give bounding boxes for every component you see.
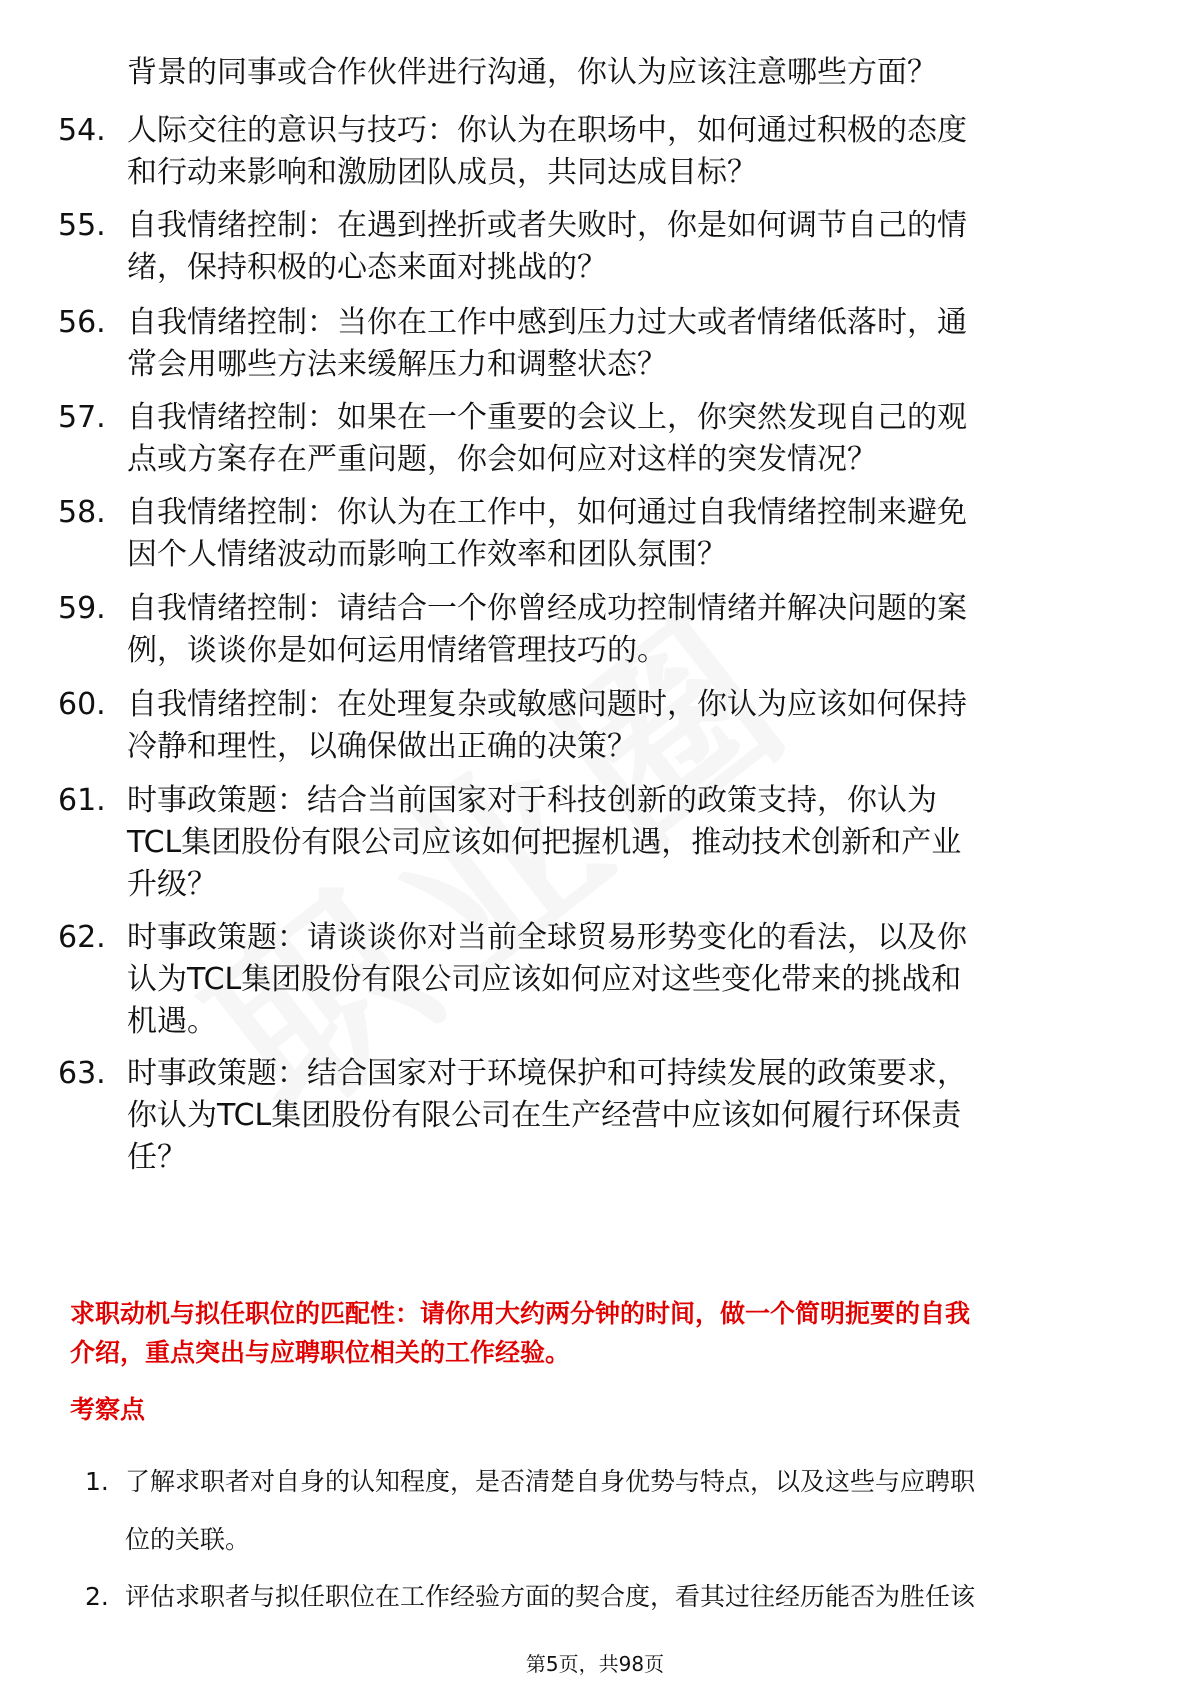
question-text <box>127 588 1127 672</box>
point-number: 1. <box>85 1467 109 1496</box>
question-line: 常会用哪些方法来缓解压力和调整状态？ <box>127 347 667 382</box>
question-number: 56. <box>58 305 106 340</box>
question-line: 机遇。 <box>127 1004 217 1039</box>
point-line: 评估求职者与拟任职位在工作经验方面的契合度，看其过往经历能否为胜任该 <box>125 1582 976 1611</box>
point-number: 2. <box>85 1582 109 1611</box>
question-text <box>127 205 1127 289</box>
question-line: 自我情绪控制：当你在工作中感到压力过大或者情绪低落时，通 <box>127 305 967 340</box>
point-line: 了解求职者对自身的认知程度，是否清楚自身优势与特点，以及这些与应聘职 <box>125 1467 976 1496</box>
question-line: 绪，保持积极的心态来面对挑战的？ <box>127 250 607 285</box>
question-line: 和行动来影响和激励团队成员，共同达成目标？ <box>127 155 757 190</box>
question-text <box>127 1053 1127 1179</box>
question-number: 57. <box>58 400 106 435</box>
question-line: 自我情绪控制：如果在一个重要的会议上，你突然发现自己的观 <box>127 400 967 435</box>
question-number: 63. <box>58 1056 106 1091</box>
question-line: 因个人情绪波动而影响工作效率和团队氛围？ <box>127 537 727 572</box>
question-line: 冷静和理性，以确保做出正确的决策？ <box>127 729 637 764</box>
question-text <box>127 780 1127 906</box>
assessment-points-label: 考察点 <box>70 1395 146 1424</box>
point-line: 位的关联。 <box>125 1525 251 1554</box>
question-text <box>127 917 1127 1043</box>
question-line: 自我情绪控制：在遇到挫折或者失败时，你是如何调节自己的情 <box>127 208 967 243</box>
question-line: 时事政策题：结合国家对于环境保护和可持续发展的政策要求， <box>127 1056 967 1091</box>
question-line: 升级？ <box>127 867 217 902</box>
question-line: 人际交往的意识与技巧：你认为在职场中，如何通过积极的态度 <box>127 113 967 148</box>
question-line: 任？ <box>127 1140 187 1175</box>
question-number: 62. <box>58 920 106 955</box>
question-number: 55. <box>58 208 106 243</box>
question-line: 时事政策题：结合当前国家对于科技创新的政策支持，你认为 <box>127 783 937 818</box>
question-number: 59. <box>58 591 106 626</box>
question-line: 时事政策题：请谈谈你对当前全球贸易形势变化的看法，以及你 <box>127 920 967 955</box>
question-line: 你认为TCL集团股份有限公司在生产经营中应该如何履行环保责 <box>127 1098 962 1133</box>
section-heading <box>70 1294 1130 1372</box>
question-line: 自我情绪控制：你认为在工作中，如何通过自我情绪控制来避免 <box>127 495 967 530</box>
question-line: 自我情绪控制：请结合一个你曾经成功控制情绪并解决问题的案 <box>127 591 967 626</box>
question-text <box>127 397 1127 481</box>
question-number: 61. <box>58 783 106 818</box>
question-text <box>127 302 1127 386</box>
section-heading-line: 求职动机与拟任职位的匹配性：请你用大约两分钟的时间，做一个简明扼要的自我 <box>70 1299 971 1328</box>
page-number-footer: 第5页，共98页 <box>525 1652 665 1676</box>
question-text <box>127 492 1127 576</box>
question-continuation: 背景的同事或合作伙伴进行沟通，你认为应该注意哪些方面？ <box>127 55 937 90</box>
question-line: 例，谈谈你是如何运用情绪管理技巧的。 <box>127 633 667 668</box>
question-line: 点或方案存在严重问题，你会如何应对这样的突发情况？ <box>127 442 877 477</box>
question-text <box>127 684 1127 768</box>
question-number: 60. <box>58 687 106 722</box>
question-line: 自我情绪控制：在处理复杂或敏感问题时，你认为应该如何保持 <box>127 687 967 722</box>
question-number: 58. <box>58 495 106 530</box>
question-text <box>127 110 1127 194</box>
question-line: TCL集团股份有限公司应该如何把握机遇，推动技术创新和产业 <box>127 825 962 860</box>
section-heading-line: 介绍，重点突出与应聘职位相关的工作经验。 <box>70 1338 571 1367</box>
question-line: 认为TCL集团股份有限公司应该如何应对这些变化带来的挑战和 <box>127 962 962 997</box>
question-number: 54. <box>58 113 106 148</box>
